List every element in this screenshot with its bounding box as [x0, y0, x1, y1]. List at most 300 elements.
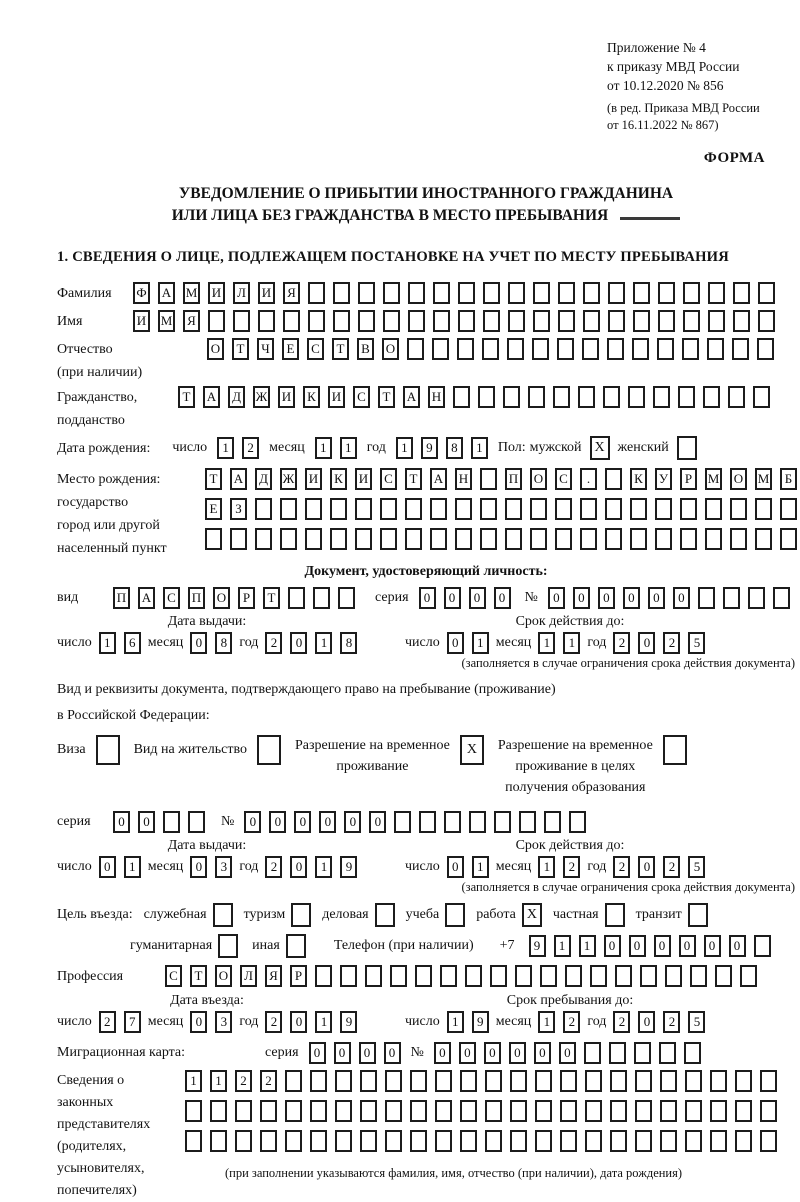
char-cell[interactable] — [705, 498, 722, 520]
char-cell[interactable] — [280, 498, 297, 520]
char-cell[interactable]: А — [403, 386, 420, 408]
purpose-work-checkbox[interactable]: X — [522, 903, 542, 927]
char-cell[interactable] — [757, 338, 774, 360]
char-cell[interactable] — [283, 310, 300, 332]
char-cell[interactable]: 1 — [99, 632, 116, 654]
char-cell[interactable] — [490, 965, 507, 987]
char-cell[interactable]: 0 — [648, 587, 665, 609]
char-cell[interactable]: М — [158, 310, 175, 332]
char-cell[interactable]: 2 — [242, 437, 259, 459]
char-cell[interactable]: 0 — [334, 1042, 351, 1064]
char-cell[interactable]: 0 — [344, 811, 361, 833]
char-cell[interactable] — [610, 1100, 627, 1122]
char-cell[interactable] — [634, 1042, 651, 1064]
char-cell[interactable] — [633, 310, 650, 332]
char-cell[interactable] — [605, 468, 622, 490]
char-cell[interactable] — [683, 310, 700, 332]
char-cell[interactable] — [355, 528, 372, 550]
char-cell[interactable]: 0 — [494, 587, 511, 609]
char-cell[interactable] — [773, 587, 790, 609]
char-cell[interactable] — [610, 1130, 627, 1152]
char-cell[interactable] — [260, 1100, 277, 1122]
purpose-other-checkbox[interactable] — [286, 934, 306, 958]
char-cell[interactable]: 0 — [447, 632, 464, 654]
char-cell[interactable] — [380, 498, 397, 520]
char-cell[interactable] — [698, 587, 715, 609]
char-cell[interactable] — [335, 1130, 352, 1152]
char-cell[interactable]: 2 — [613, 856, 630, 878]
char-cell[interactable] — [255, 498, 272, 520]
char-cell[interactable]: 0 — [190, 1011, 207, 1033]
char-cell[interactable]: 1 — [396, 437, 413, 459]
char-cell[interactable] — [715, 965, 732, 987]
char-cell[interactable] — [507, 338, 524, 360]
char-cell[interactable] — [510, 1130, 527, 1152]
char-cell[interactable] — [407, 338, 424, 360]
char-cell[interactable]: 1 — [554, 935, 571, 957]
char-cell[interactable] — [710, 1070, 727, 1092]
char-cell[interactable] — [603, 386, 620, 408]
char-cell[interactable] — [680, 498, 697, 520]
char-cell[interactable]: Т — [205, 468, 222, 490]
char-cell[interactable] — [710, 1130, 727, 1152]
char-cell[interactable] — [210, 1100, 227, 1122]
char-cell[interactable]: И — [328, 386, 345, 408]
char-cell[interactable] — [308, 310, 325, 332]
char-cell[interactable] — [505, 498, 522, 520]
char-cell[interactable] — [419, 811, 436, 833]
char-cell[interactable]: С — [163, 587, 180, 609]
char-cell[interactable] — [780, 498, 797, 520]
char-cell[interactable] — [560, 1130, 577, 1152]
edu-residence-checkbox[interactable] — [663, 735, 687, 765]
purpose-transit-checkbox[interactable] — [688, 903, 708, 927]
char-cell[interactable]: Р — [290, 965, 307, 987]
sex-female-checkbox[interactable] — [677, 436, 697, 460]
char-cell[interactable]: Т — [405, 468, 422, 490]
char-cell[interactable]: 8 — [446, 437, 463, 459]
char-cell[interactable] — [740, 965, 757, 987]
char-cell[interactable] — [735, 1100, 752, 1122]
char-cell[interactable] — [630, 498, 647, 520]
char-cell[interactable] — [685, 1100, 702, 1122]
char-cell[interactable] — [405, 498, 422, 520]
char-cell[interactable] — [708, 282, 725, 304]
char-cell[interactable] — [710, 1100, 727, 1122]
char-cell[interactable]: И — [258, 282, 275, 304]
char-cell[interactable]: 1 — [579, 935, 596, 957]
char-cell[interactable] — [455, 498, 472, 520]
char-cell[interactable]: 1 — [472, 632, 489, 654]
char-cell[interactable]: Т — [178, 386, 195, 408]
char-cell[interactable]: 2 — [663, 632, 680, 654]
char-cell[interactable] — [383, 310, 400, 332]
char-cell[interactable] — [313, 587, 330, 609]
char-cell[interactable] — [185, 1100, 202, 1122]
char-cell[interactable] — [753, 386, 770, 408]
char-cell[interactable] — [305, 528, 322, 550]
char-cell[interactable]: П — [505, 468, 522, 490]
char-cell[interactable] — [494, 811, 511, 833]
char-cell[interactable] — [508, 310, 525, 332]
char-cell[interactable] — [394, 811, 411, 833]
char-cell[interactable] — [728, 386, 745, 408]
char-cell[interactable] — [365, 965, 382, 987]
char-cell[interactable]: С — [555, 468, 572, 490]
char-cell[interactable] — [544, 811, 561, 833]
char-cell[interactable] — [335, 1100, 352, 1122]
char-cell[interactable] — [760, 1100, 777, 1122]
char-cell[interactable] — [433, 282, 450, 304]
char-cell[interactable]: 0 — [638, 856, 655, 878]
char-cell[interactable]: У — [655, 468, 672, 490]
char-cell[interactable]: Р — [238, 587, 255, 609]
char-cell[interactable] — [557, 338, 574, 360]
char-cell[interactable] — [340, 965, 357, 987]
char-cell[interactable] — [755, 528, 772, 550]
char-cell[interactable]: 0 — [444, 587, 461, 609]
char-cell[interactable]: 0 — [704, 935, 721, 957]
char-cell[interactable]: 1 — [315, 437, 332, 459]
char-cell[interactable] — [535, 1100, 552, 1122]
char-cell[interactable] — [510, 1100, 527, 1122]
char-cell[interactable]: И — [133, 310, 150, 332]
char-cell[interactable]: Л — [233, 282, 250, 304]
char-cell[interactable]: А — [138, 587, 155, 609]
char-cell[interactable]: 5 — [688, 1011, 705, 1033]
char-cell[interactable] — [260, 1130, 277, 1152]
char-cell[interactable]: Д — [228, 386, 245, 408]
char-cell[interactable] — [308, 282, 325, 304]
char-cell[interactable]: 0 — [190, 632, 207, 654]
char-cell[interactable]: 9 — [340, 856, 357, 878]
char-cell[interactable]: С — [380, 468, 397, 490]
char-cell[interactable] — [723, 587, 740, 609]
char-cell[interactable]: 0 — [419, 587, 436, 609]
char-cell[interactable] — [530, 528, 547, 550]
char-cell[interactable]: 2 — [613, 1011, 630, 1033]
char-cell[interactable] — [678, 386, 695, 408]
char-cell[interactable]: 9 — [421, 437, 438, 459]
char-cell[interactable]: 3 — [215, 1011, 232, 1033]
char-cell[interactable]: З — [230, 498, 247, 520]
char-cell[interactable] — [580, 528, 597, 550]
char-cell[interactable] — [435, 1130, 452, 1152]
char-cell[interactable] — [608, 310, 625, 332]
char-cell[interactable]: Ч — [257, 338, 274, 360]
char-cell[interactable] — [358, 310, 375, 332]
char-cell[interactable] — [385, 1070, 402, 1092]
char-cell[interactable] — [465, 965, 482, 987]
char-cell[interactable] — [433, 310, 450, 332]
char-cell[interactable] — [360, 1130, 377, 1152]
char-cell[interactable] — [432, 338, 449, 360]
char-cell[interactable]: 8 — [340, 632, 357, 654]
char-cell[interactable]: 2 — [563, 856, 580, 878]
char-cell[interactable] — [605, 498, 622, 520]
char-cell[interactable] — [635, 1130, 652, 1152]
char-cell[interactable]: И — [278, 386, 295, 408]
char-cell[interactable] — [285, 1100, 302, 1122]
char-cell[interactable]: Е — [205, 498, 222, 520]
char-cell[interactable] — [585, 1130, 602, 1152]
char-cell[interactable] — [280, 528, 297, 550]
char-cell[interactable]: Я — [265, 965, 282, 987]
char-cell[interactable]: 0 — [654, 935, 671, 957]
char-cell[interactable]: 1 — [447, 1011, 464, 1033]
char-cell[interactable] — [569, 811, 586, 833]
char-cell[interactable] — [310, 1130, 327, 1152]
char-cell[interactable] — [510, 1070, 527, 1092]
char-cell[interactable]: Н — [455, 468, 472, 490]
char-cell[interactable]: К — [303, 386, 320, 408]
char-cell[interactable]: С — [165, 965, 182, 987]
char-cell[interactable] — [633, 282, 650, 304]
char-cell[interactable]: 1 — [210, 1070, 227, 1092]
char-cell[interactable] — [485, 1130, 502, 1152]
char-cell[interactable]: П — [188, 587, 205, 609]
char-cell[interactable] — [628, 386, 645, 408]
char-cell[interactable] — [255, 528, 272, 550]
char-cell[interactable]: 9 — [472, 1011, 489, 1033]
char-cell[interactable]: О — [530, 468, 547, 490]
char-cell[interactable] — [355, 498, 372, 520]
char-cell[interactable] — [480, 468, 497, 490]
char-cell[interactable] — [615, 965, 632, 987]
char-cell[interactable]: 2 — [260, 1070, 277, 1092]
char-cell[interactable] — [583, 310, 600, 332]
char-cell[interactable] — [508, 282, 525, 304]
char-cell[interactable] — [660, 1070, 677, 1092]
char-cell[interactable]: 0 — [434, 1042, 451, 1064]
char-cell[interactable] — [408, 282, 425, 304]
char-cell[interactable] — [730, 498, 747, 520]
char-cell[interactable]: 2 — [613, 632, 630, 654]
char-cell[interactable] — [585, 1070, 602, 1092]
char-cell[interactable]: 0 — [679, 935, 696, 957]
char-cell[interactable] — [230, 528, 247, 550]
purpose-tourism-checkbox[interactable] — [291, 903, 311, 927]
char-cell[interactable] — [630, 528, 647, 550]
char-cell[interactable] — [655, 498, 672, 520]
char-cell[interactable]: 2 — [265, 856, 282, 878]
char-cell[interactable]: 0 — [290, 1011, 307, 1033]
char-cell[interactable] — [330, 528, 347, 550]
char-cell[interactable]: Т — [232, 338, 249, 360]
char-cell[interactable] — [469, 811, 486, 833]
char-cell[interactable] — [585, 1100, 602, 1122]
char-cell[interactable] — [658, 310, 675, 332]
char-cell[interactable] — [735, 1130, 752, 1152]
char-cell[interactable] — [755, 498, 772, 520]
char-cell[interactable] — [430, 498, 447, 520]
char-cell[interactable] — [210, 1130, 227, 1152]
char-cell[interactable] — [682, 338, 699, 360]
char-cell[interactable] — [460, 1130, 477, 1152]
char-cell[interactable] — [605, 528, 622, 550]
char-cell[interactable]: 1 — [563, 632, 580, 654]
char-cell[interactable]: Т — [263, 587, 280, 609]
char-cell[interactable]: 9 — [340, 1011, 357, 1033]
char-cell[interactable]: С — [307, 338, 324, 360]
char-cell[interactable] — [485, 1100, 502, 1122]
char-cell[interactable] — [288, 587, 305, 609]
char-cell[interactable]: 0 — [99, 856, 116, 878]
char-cell[interactable] — [690, 965, 707, 987]
char-cell[interactable]: Т — [190, 965, 207, 987]
char-cell[interactable] — [453, 386, 470, 408]
char-cell[interactable] — [658, 282, 675, 304]
char-cell[interactable] — [235, 1130, 252, 1152]
char-cell[interactable] — [533, 310, 550, 332]
char-cell[interactable]: 0 — [269, 811, 286, 833]
char-cell[interactable] — [660, 1100, 677, 1122]
char-cell[interactable] — [758, 282, 775, 304]
char-cell[interactable] — [458, 310, 475, 332]
char-cell[interactable]: О — [213, 587, 230, 609]
char-cell[interactable] — [532, 338, 549, 360]
char-cell[interactable] — [480, 498, 497, 520]
char-cell[interactable] — [519, 811, 536, 833]
sex-male-checkbox[interactable]: X — [590, 436, 610, 460]
residence-permit-checkbox[interactable] — [257, 735, 281, 765]
char-cell[interactable]: 0 — [294, 811, 311, 833]
char-cell[interactable] — [780, 528, 797, 550]
temp-residence-checkbox[interactable]: X — [460, 735, 484, 765]
char-cell[interactable]: 1 — [538, 632, 555, 654]
char-cell[interactable]: П — [113, 587, 130, 609]
char-cell[interactable] — [560, 1070, 577, 1092]
char-cell[interactable]: 0 — [638, 1011, 655, 1033]
char-cell[interactable] — [208, 310, 225, 332]
char-cell[interactable] — [358, 282, 375, 304]
char-cell[interactable]: 1 — [217, 437, 234, 459]
char-cell[interactable] — [333, 310, 350, 332]
char-cell[interactable]: 0 — [113, 811, 130, 833]
char-cell[interactable]: М — [705, 468, 722, 490]
char-cell[interactable]: 0 — [447, 856, 464, 878]
char-cell[interactable] — [338, 587, 355, 609]
char-cell[interactable] — [480, 528, 497, 550]
char-cell[interactable] — [584, 1042, 601, 1064]
char-cell[interactable]: 0 — [598, 587, 615, 609]
char-cell[interactable] — [515, 965, 532, 987]
char-cell[interactable]: 1 — [124, 856, 141, 878]
char-cell[interactable] — [609, 1042, 626, 1064]
char-cell[interactable] — [582, 338, 599, 360]
char-cell[interactable] — [478, 386, 495, 408]
char-cell[interactable]: М — [755, 468, 772, 490]
char-cell[interactable]: Б — [780, 468, 797, 490]
char-cell[interactable] — [607, 338, 624, 360]
char-cell[interactable] — [578, 386, 595, 408]
char-cell[interactable] — [657, 338, 674, 360]
char-cell[interactable] — [684, 1042, 701, 1064]
char-cell[interactable]: 0 — [359, 1042, 376, 1064]
char-cell[interactable] — [703, 386, 720, 408]
char-cell[interactable] — [535, 1130, 552, 1152]
purpose-private-checkbox[interactable] — [605, 903, 625, 927]
char-cell[interactable] — [485, 1070, 502, 1092]
char-cell[interactable]: О — [382, 338, 399, 360]
char-cell[interactable] — [555, 528, 572, 550]
char-cell[interactable] — [659, 1042, 676, 1064]
char-cell[interactable] — [482, 338, 499, 360]
char-cell[interactable] — [503, 386, 520, 408]
char-cell[interactable]: А — [230, 468, 247, 490]
char-cell[interactable] — [535, 1070, 552, 1092]
char-cell[interactable]: 2 — [663, 1011, 680, 1033]
char-cell[interactable]: 0 — [319, 811, 336, 833]
char-cell[interactable]: 2 — [235, 1070, 252, 1092]
char-cell[interactable] — [385, 1100, 402, 1122]
char-cell[interactable] — [565, 965, 582, 987]
char-cell[interactable]: 0 — [290, 632, 307, 654]
char-cell[interactable]: И — [208, 282, 225, 304]
char-cell[interactable] — [205, 528, 222, 550]
char-cell[interactable]: И — [355, 468, 372, 490]
char-cell[interactable]: К — [330, 468, 347, 490]
char-cell[interactable]: 2 — [265, 1011, 282, 1033]
char-cell[interactable] — [705, 528, 722, 550]
char-cell[interactable] — [310, 1070, 327, 1092]
char-cell[interactable]: Ф — [133, 282, 150, 304]
char-cell[interactable] — [558, 310, 575, 332]
char-cell[interactable]: Я — [183, 310, 200, 332]
char-cell[interactable] — [188, 811, 205, 833]
char-cell[interactable] — [560, 1100, 577, 1122]
char-cell[interactable]: А — [203, 386, 220, 408]
char-cell[interactable] — [608, 282, 625, 304]
char-cell[interactable]: О — [215, 965, 232, 987]
char-cell[interactable]: 1 — [315, 1011, 332, 1033]
char-cell[interactable] — [758, 310, 775, 332]
char-cell[interactable] — [185, 1130, 202, 1152]
char-cell[interactable] — [335, 1070, 352, 1092]
char-cell[interactable]: 0 — [384, 1042, 401, 1064]
char-cell[interactable]: 0 — [484, 1042, 501, 1064]
char-cell[interactable] — [754, 935, 771, 957]
char-cell[interactable] — [733, 310, 750, 332]
char-cell[interactable] — [760, 1130, 777, 1152]
purpose-humanitarian-checkbox[interactable] — [218, 934, 238, 958]
char-cell[interactable]: Т — [378, 386, 395, 408]
char-cell[interactable]: 1 — [340, 437, 357, 459]
char-cell[interactable] — [310, 1100, 327, 1122]
char-cell[interactable] — [305, 498, 322, 520]
char-cell[interactable] — [748, 587, 765, 609]
char-cell[interactable] — [640, 965, 657, 987]
char-cell[interactable] — [730, 528, 747, 550]
char-cell[interactable] — [590, 965, 607, 987]
char-cell[interactable]: 1 — [185, 1070, 202, 1092]
char-cell[interactable]: 0 — [729, 935, 746, 957]
char-cell[interactable] — [685, 1070, 702, 1092]
char-cell[interactable] — [460, 1100, 477, 1122]
char-cell[interactable]: О — [730, 468, 747, 490]
char-cell[interactable]: 0 — [534, 1042, 551, 1064]
visa-checkbox[interactable] — [96, 735, 120, 765]
char-cell[interactable]: В — [357, 338, 374, 360]
char-cell[interactable] — [553, 386, 570, 408]
char-cell[interactable]: Р — [680, 468, 697, 490]
char-cell[interactable]: . — [580, 468, 597, 490]
char-cell[interactable]: 1 — [315, 856, 332, 878]
char-cell[interactable]: М — [183, 282, 200, 304]
char-cell[interactable]: Е — [282, 338, 299, 360]
char-cell[interactable]: 0 — [509, 1042, 526, 1064]
char-cell[interactable] — [558, 282, 575, 304]
